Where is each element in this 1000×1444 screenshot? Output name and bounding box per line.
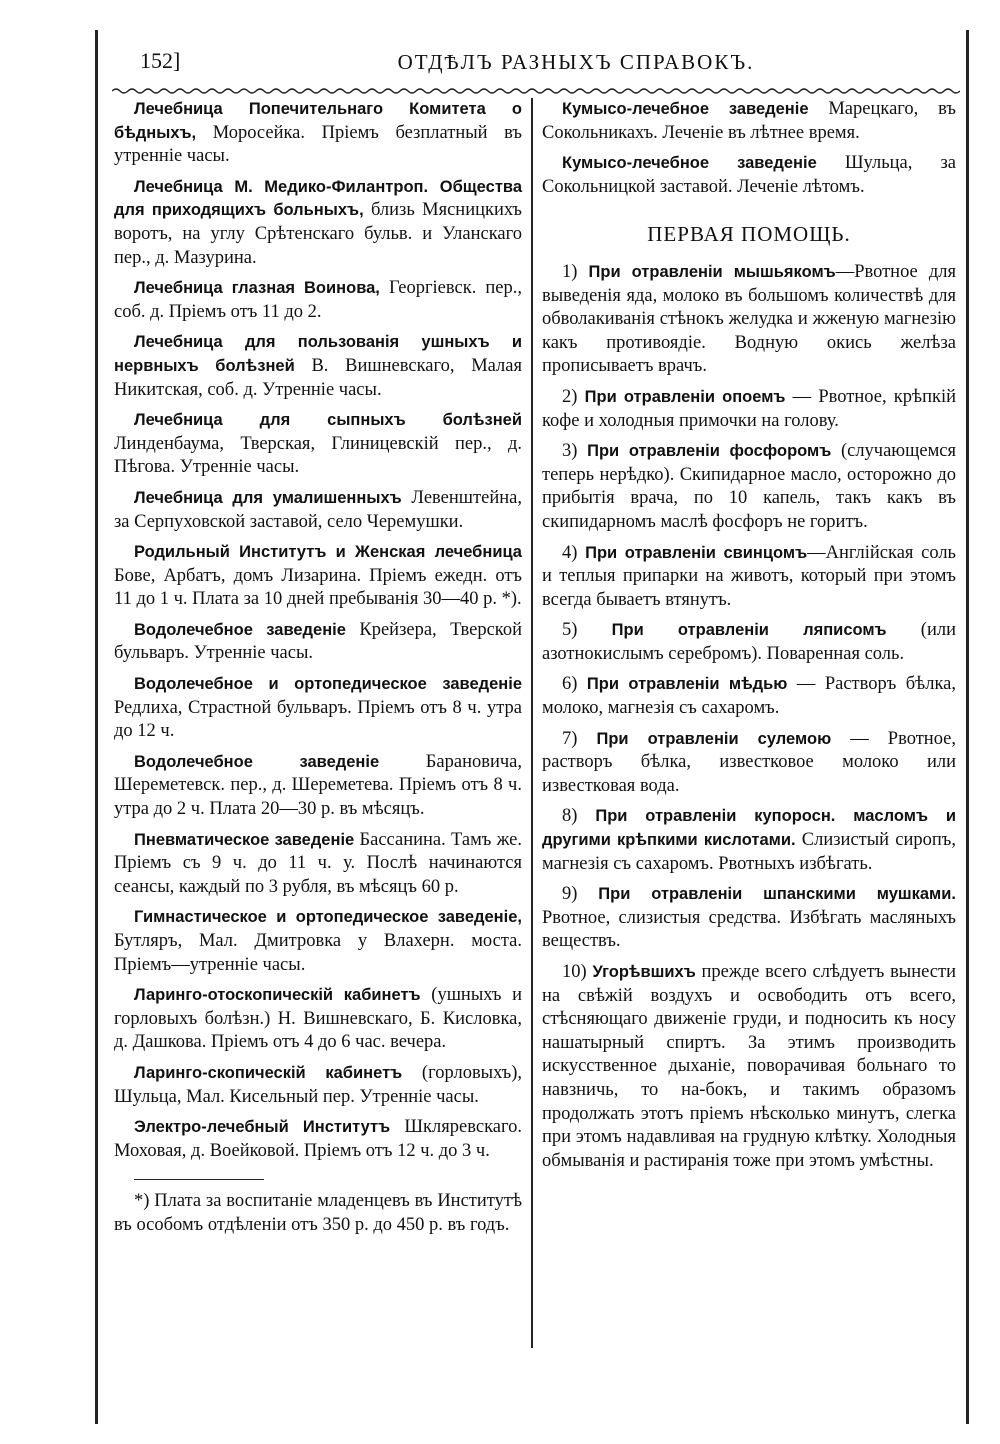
entry-number: 3) <box>562 441 578 462</box>
left-entries <box>114 98 522 1163</box>
entry-lead: При отравленіи опоемъ <box>584 387 786 406</box>
entry-lead: Лечебница для умалишенныхъ <box>134 488 402 507</box>
entry-lead: Лечебница М. Медико-Филантроп. Общества для приходящихъ больныхъ, <box>114 177 522 220</box>
entry-text: Моросейка. Пріемъ безплатный въ утренніе часы. <box>114 122 522 167</box>
entry-number: 8) <box>562 806 578 827</box>
entry-text: Линденбаума, Тверская, Глиницевскій пер., д. Пѣгова. Утренніе часы. <box>114 433 522 478</box>
institution-entry <box>114 331 522 402</box>
entry-lead: При отравленіи ляписомъ <box>611 621 887 640</box>
entry-text: В. Вишневскаго, Малая Никитская, соб. д. Утренніе часы. <box>114 355 522 400</box>
entry-lead: Водолечебное и ортопедическое заведеніе <box>134 675 522 694</box>
entry-text: Марецкаго, въ Сокольникахъ. Леченіе въ лѣтнее время. <box>542 99 956 143</box>
entry-lead: Кумысо-лечебное заведеніе <box>562 100 809 118</box>
entry-text: Георгіевск. пер., соб. д. Пріемъ отъ 11 до 2. <box>114 278 522 322</box>
entry-lead: Гимнастическое и ортопедическое заведеніе, <box>134 908 522 927</box>
entry-lead: При отравленіи купоросн. масломъ и другими крѣпкими кислотами. <box>542 807 956 850</box>
institution-entry <box>542 98 956 145</box>
entry-lead: Угорѣвшихъ <box>592 963 696 981</box>
entry-text: Крейзера, Тверской бульваръ. Утренніе часы. <box>114 619 522 664</box>
institution-entry <box>114 984 522 1055</box>
right-column <box>542 98 956 1180</box>
page-header <box>112 44 960 84</box>
first-aid-item <box>542 542 956 613</box>
first-aid-item <box>542 961 956 1173</box>
first-aid-item <box>542 619 956 666</box>
entry-text: Бутляръ, Мал. Дмитровка у Влахерн. моста. Пріемъ—утренніе часы. <box>114 931 522 975</box>
entry-number: 5) <box>562 620 578 641</box>
entry-text: —Рвотное для выведенія яда, молоко въ большомъ количествѣ для обволакиванія стѣнокъ желудка и жженую магнезію какъ противоядіе. Водную окись желѣза прописываетъ врачъ. <box>542 261 956 377</box>
first-aid-item <box>542 261 956 379</box>
right-entries <box>542 98 956 199</box>
entry-lead: При отравленіи мышьякомъ <box>588 262 836 281</box>
entry-text: — Рвотное, растворъ бѣлка, известковое молоко или известковая вода. <box>542 728 957 796</box>
first-aid-item <box>542 673 956 720</box>
institution-entry <box>114 751 522 822</box>
entry-lead: Лечебница для сыпныхъ болѣзней <box>134 411 522 430</box>
entry-text: Шульца, за Сокольницкой заставой. Леченіе лѣтомъ. <box>542 153 956 197</box>
entry-text: Бассанина. Тамъ же. Пріемъ съ 9 ч. до 11 ч. у. Послѣ начинаются сеансы, каждый по 3 рубля, въ мѣсяцъ 60 р. <box>114 829 522 897</box>
entry-text: (ушныхъ и горловыхъ болѣзн.) Н. Вишневскаго, Б. Кисловка, д. Дашкова. Пріемъ отъ 4 до 6 час. вечера. <box>114 985 522 1053</box>
institution-entry <box>114 409 522 480</box>
entry-number: 1) <box>562 261 578 282</box>
entry-lead: Лечебница Попечительнаго Комитета о бѣдныхъ, <box>114 100 522 142</box>
first-aid-list <box>542 261 956 1173</box>
entry-lead: Электро-лечебный Институтъ <box>134 1118 391 1137</box>
page-number: 152] <box>140 48 181 73</box>
entry-text: (или азотнокислымъ серебромъ). Поваренная соль. <box>542 620 956 664</box>
entry-lead: Пневматическое заведеніе <box>134 830 355 849</box>
institution-entry <box>114 829 522 900</box>
entry-number: 2) <box>562 386 578 407</box>
institution-entry <box>114 487 522 534</box>
entry-lead: При отравленіи сулемою <box>596 729 832 748</box>
entry-text: Барановича, Шереметевск. пер., д. Шереметева. Пріемъ отъ 8 ч. утра до 2 ч. Плата 20—30 р. въ мѣсяцъ. <box>114 751 522 820</box>
entry-lead: При отравленіи шпанскими мушками. <box>598 885 956 904</box>
institution-entry <box>114 619 522 666</box>
entry-number: 4) <box>562 542 578 563</box>
first-aid-item <box>542 805 956 876</box>
entry-number: 10) <box>562 962 587 982</box>
entry-lead: Лечебница глазная Воинова, <box>134 279 380 298</box>
institution-entry <box>114 541 522 612</box>
footnote: *) Плата за воспитаніе младенцевъ въ Институтѣ въ особомъ отдѣленіи отъ 350 р. до 450 р. въ годъ. <box>114 1191 522 1235</box>
institution-entry <box>114 1062 522 1109</box>
left-column <box>114 98 522 1238</box>
column-divider <box>531 98 533 1348</box>
footnote-rule <box>134 1179 264 1180</box>
running-title: ОТДѢЛЪ РАЗНЫХЪ СПРАВОКЪ. <box>397 50 755 74</box>
entry-text: близь Мясницкихъ воротъ, на углу Срѣтенскаго бульв. и Уланскаго пер., д. Мазурина. <box>114 200 522 268</box>
institution-entry <box>114 176 522 270</box>
entry-number: 7) <box>562 728 578 749</box>
entry-lead: При отравленіи свинцомъ <box>585 543 808 562</box>
entry-text: Рвотное, слизистыя средства. Избѣгать масляныхъ веществъ. <box>542 907 956 952</box>
section-title: ПЕРВАЯ ПОМОЩЬ. <box>647 222 851 247</box>
entry-text: Редлиха, Страстной бульваръ. Пріемъ отъ 8 ч. утра до 12 ч. <box>114 697 522 742</box>
entry-lead: Водолечебное заведеніе <box>134 620 346 639</box>
institution-entry <box>542 152 956 199</box>
entry-text: Бове, Арбатъ, домъ Лизарина. Пріемъ ежедн. отъ 11 до 1 ч. Плата за 10 дней пребыванія 30—40 р. *). <box>114 565 522 610</box>
entry-lead: Ларинго-скопическій кабинетъ <box>134 1063 403 1082</box>
entry-text: Шкляревскаго. Моховая, д. Воейковой. Пріемъ отъ 12 ч. до 3 ч. <box>114 1117 522 1161</box>
entry-number: 9) <box>562 884 578 905</box>
institution-entry <box>114 906 522 977</box>
entry-text: Левенштейна, за Серпуховской заставой, село Черемушки. <box>114 487 522 532</box>
first-aid-item <box>542 728 956 799</box>
institution-entry <box>114 98 522 169</box>
entry-text: (горловыхъ), Шульца, Мал. Кисельный пер. Утренніе часы. <box>114 1062 523 1107</box>
first-aid-item <box>542 883 956 954</box>
entry-text: (случающемся теперь нерѣдко). Скипидарное масло, осторожно до прибытія врача, по 10 капель, такъ какъ въ скипидарномъ маслѣ фосфоръ не горитъ. <box>542 441 957 532</box>
first-aid-item <box>542 386 956 433</box>
institution-entry <box>114 1116 522 1163</box>
entry-text: —Англійская соль и теплыя припарки на животъ, который при этомъ всегда бываетъ втянутъ. <box>542 542 956 610</box>
entry-text: — Растворъ бѣлка, молоко, магнезія съ сахаромъ. <box>542 674 956 719</box>
entry-lead: При отравленіи фосфоромъ <box>587 442 832 461</box>
entry-lead: При отравленіи мѣдью <box>586 675 788 694</box>
entry-number: 6) <box>562 674 578 695</box>
header-wavy-rule <box>112 86 960 96</box>
entry-lead: Лечебница для пользованія ушныхъ и нервныхъ болѣзней <box>114 333 522 375</box>
page-edge-left <box>95 30 98 1424</box>
entry-lead: Водолечебное заведеніе <box>134 752 380 771</box>
entry-lead: Родильный Институтъ и Женская лечебница <box>134 543 522 562</box>
entry-text: Слизистый сиропъ, магнезія съ сахаромъ. Рвотныхъ избѣгать. <box>542 830 956 874</box>
first-aid-item <box>542 440 956 534</box>
entry-text: прежде всего слѣдуетъ вынести на свѣжій воздухъ и освободить отъ всего, стѣсняющаго движеніе груди, и подносить къ носу нашатырный спиртъ. За этимъ производить искусственное дыханіе, поворачивая больнаго то навзничь, то на-бокъ, и такимъ образомъ продолжать этотъ пріемъ нѣсколько минутъ, слегка при этомъ надавливая на грудную клѣтку. Холодныя обмыванія и растиранія тоже при этомъ умѣстны. <box>542 962 956 1171</box>
institution-entry <box>114 673 522 744</box>
page-edge-right <box>966 30 969 1424</box>
entry-lead: Кумысо-лечебное заведеніе <box>562 154 817 173</box>
entry-text: — Рвотное, крѣпкій кофе и холодныя примочки на голову. <box>542 386 956 431</box>
institution-entry <box>114 277 522 324</box>
entry-lead: Ларинго-отоскопическій кабинетъ <box>134 986 421 1005</box>
